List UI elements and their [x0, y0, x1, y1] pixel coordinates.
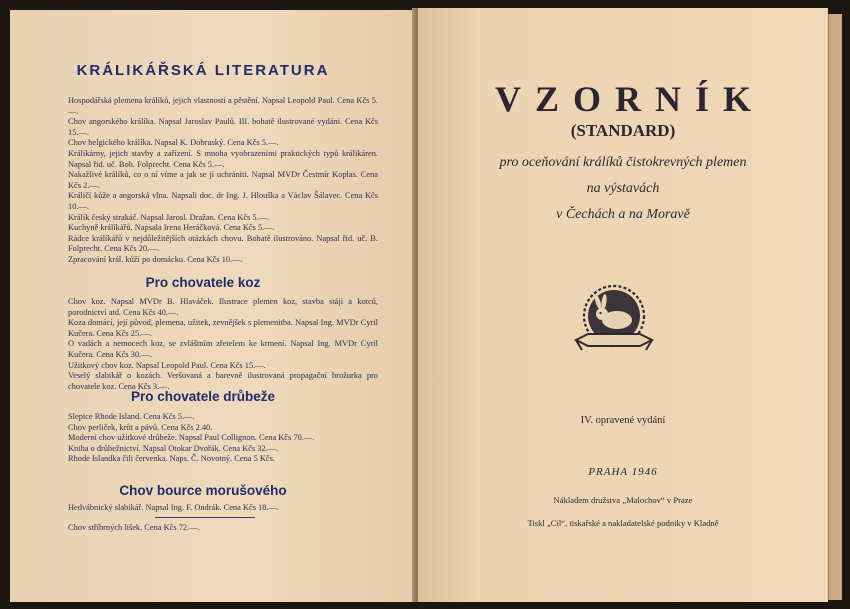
subtitle-line: v Čechách a na Moravě — [556, 207, 690, 222]
list-item: Chov belgického králíka. Napsal K. Dobruský. Cena Kčs 5.—. — [68, 138, 279, 148]
printer-line: Tiskl „Cil“, tiskařské a nakladatelské podniky v Kladně — [527, 518, 719, 528]
silkworm-books-list — [68, 503, 378, 514]
list-item: Slepice Rhode Island. Cena Kčs 5.—. — [68, 412, 195, 421]
subtitle-line: na výstavách — [586, 181, 660, 196]
list-item: Chov perliček, krůt a pávů. Cena Kčs 2.40. — [68, 422, 213, 432]
list-item: Chov angorského králíka. Napsal Jaroslav Paulů. III. bohatě ilustrované vydání. Cena Kčs 15.—. — [68, 117, 378, 137]
list-item: Rádce králíkářů v nejdůležitějších otázkách chovu. Bohatě ilustrováno. Napsal řid. uč. B. Folprecht. Cena Kčs 20.—. — [68, 233, 378, 254]
subtitle-line: pro oceňování králíků čistokrevných plemen — [499, 155, 747, 170]
book-title: VZORNÍK — [494, 79, 766, 119]
list-item: Králíkárny, jejich stavby a zařízení. S mnoha vyobrazeními praktických typů králikáren. Napsal řid. uč. Boh. Folprecht. Cena Kčs 5.—. — [68, 148, 378, 169]
list-item: Králičí kůže a angorská vlna. Napsali doc. dr Ing. J. Hlouška a Václav Šálavec. Cena Kčs 10.—. — [68, 191, 378, 211]
list-item: Chov stříbrných lišek. Cena Kčs 72.—. — [68, 523, 200, 532]
page-edge — [828, 14, 842, 600]
rabbit-emblem-icon — [572, 282, 656, 358]
rabbit-books-list — [68, 96, 378, 266]
list-item: Chov koz. Napsal MVDr B. Hlaváček. Ilustrace plemen koz, stavba stájí a kotců, porodnictví atd. Cena Kčs 40.—. — [68, 297, 378, 317]
list-item: Hedvábnický slabikář. Napsal Ing. F. Ondrák. Cena Kčs 18.—. — [68, 503, 279, 512]
literature-title: KRÁLIKÁŘSKÁ LITERATURA — [76, 62, 330, 79]
list-item: O vadách a nemocech koz, se zvláštním zřetelem ke krmení. Napsal Ing. MVDr Cyril Kučera. Cena Kčs 30.—. — [68, 339, 378, 359]
list-item: Králík český strakáč. Napsal Jarosl. Dražan. Cena Kčs 5.—. — [68, 212, 270, 222]
fox-books-list — [68, 523, 378, 534]
goat-books-list — [68, 297, 378, 392]
divider — [155, 517, 255, 518]
poultry-books-list — [68, 412, 378, 465]
edition-note: IV. opravené vydání — [580, 415, 666, 426]
list-item: Zpracování král. kůží po domácku. Cena Kčs 10.—. — [68, 254, 243, 264]
list-item: Rhode Islandka čili červenka. Naps. Č. Novotný. Cena 5 Kčs. — [68, 454, 275, 464]
publisher-line: Nákladem družstva „Malochov“ v Praze — [553, 495, 693, 505]
list-item: Kniha o drůbežnictví. Napsal Otokar Dvořák. Cena Kčs 32.—. — [68, 443, 279, 453]
list-item: Kuchyně králíkářů. Napsala Irena Heráčková. Cena Kčs 5.—. — [68, 223, 275, 233]
place-year: PRAHA 1946 — [588, 466, 658, 478]
list-item: Koza domácí, její původ, plemena, užitek, zevnějšek s plemenitba. Napsal Ing. MVDr Cyril Kučera. Cena Kčs 25.—. — [68, 318, 378, 338]
section-title-silkworm: Chov bource morušového — [119, 483, 287, 498]
book-subtitle-standard: (STANDARD) — [570, 121, 676, 140]
list-item: Veselý slabikář o kozách. Veršovaná a barevně ilustrovaná propagační brožurka pro chovatele koz. Cena Kčs 3.—. — [68, 371, 378, 391]
list-item: Nakažlivé králíků, co o ní víme a jak se jí uchrániti. Napsal MVDr Čestmír Koplas. Cena Kčs 2.—. — [68, 170, 378, 190]
list-item: Moderní chov užitkové drůbeže. Napsal Paul Collignon. Cena Kčs 70.—. — [68, 433, 315, 443]
section-title-goats: Pro chovatele koz — [145, 275, 261, 290]
list-item: Hospodářská plemena králíků, jejich vlastnosti a pěstění. Napsal Leopold Paul. Cena Kčs 5.—. — [68, 96, 378, 116]
section-title-poultry: Pro chovatele drůbeže — [130, 389, 276, 404]
list-item: Užitkový chov koz. Napsal Leopold Paul. Cena Kčs 15.—. — [68, 360, 266, 370]
